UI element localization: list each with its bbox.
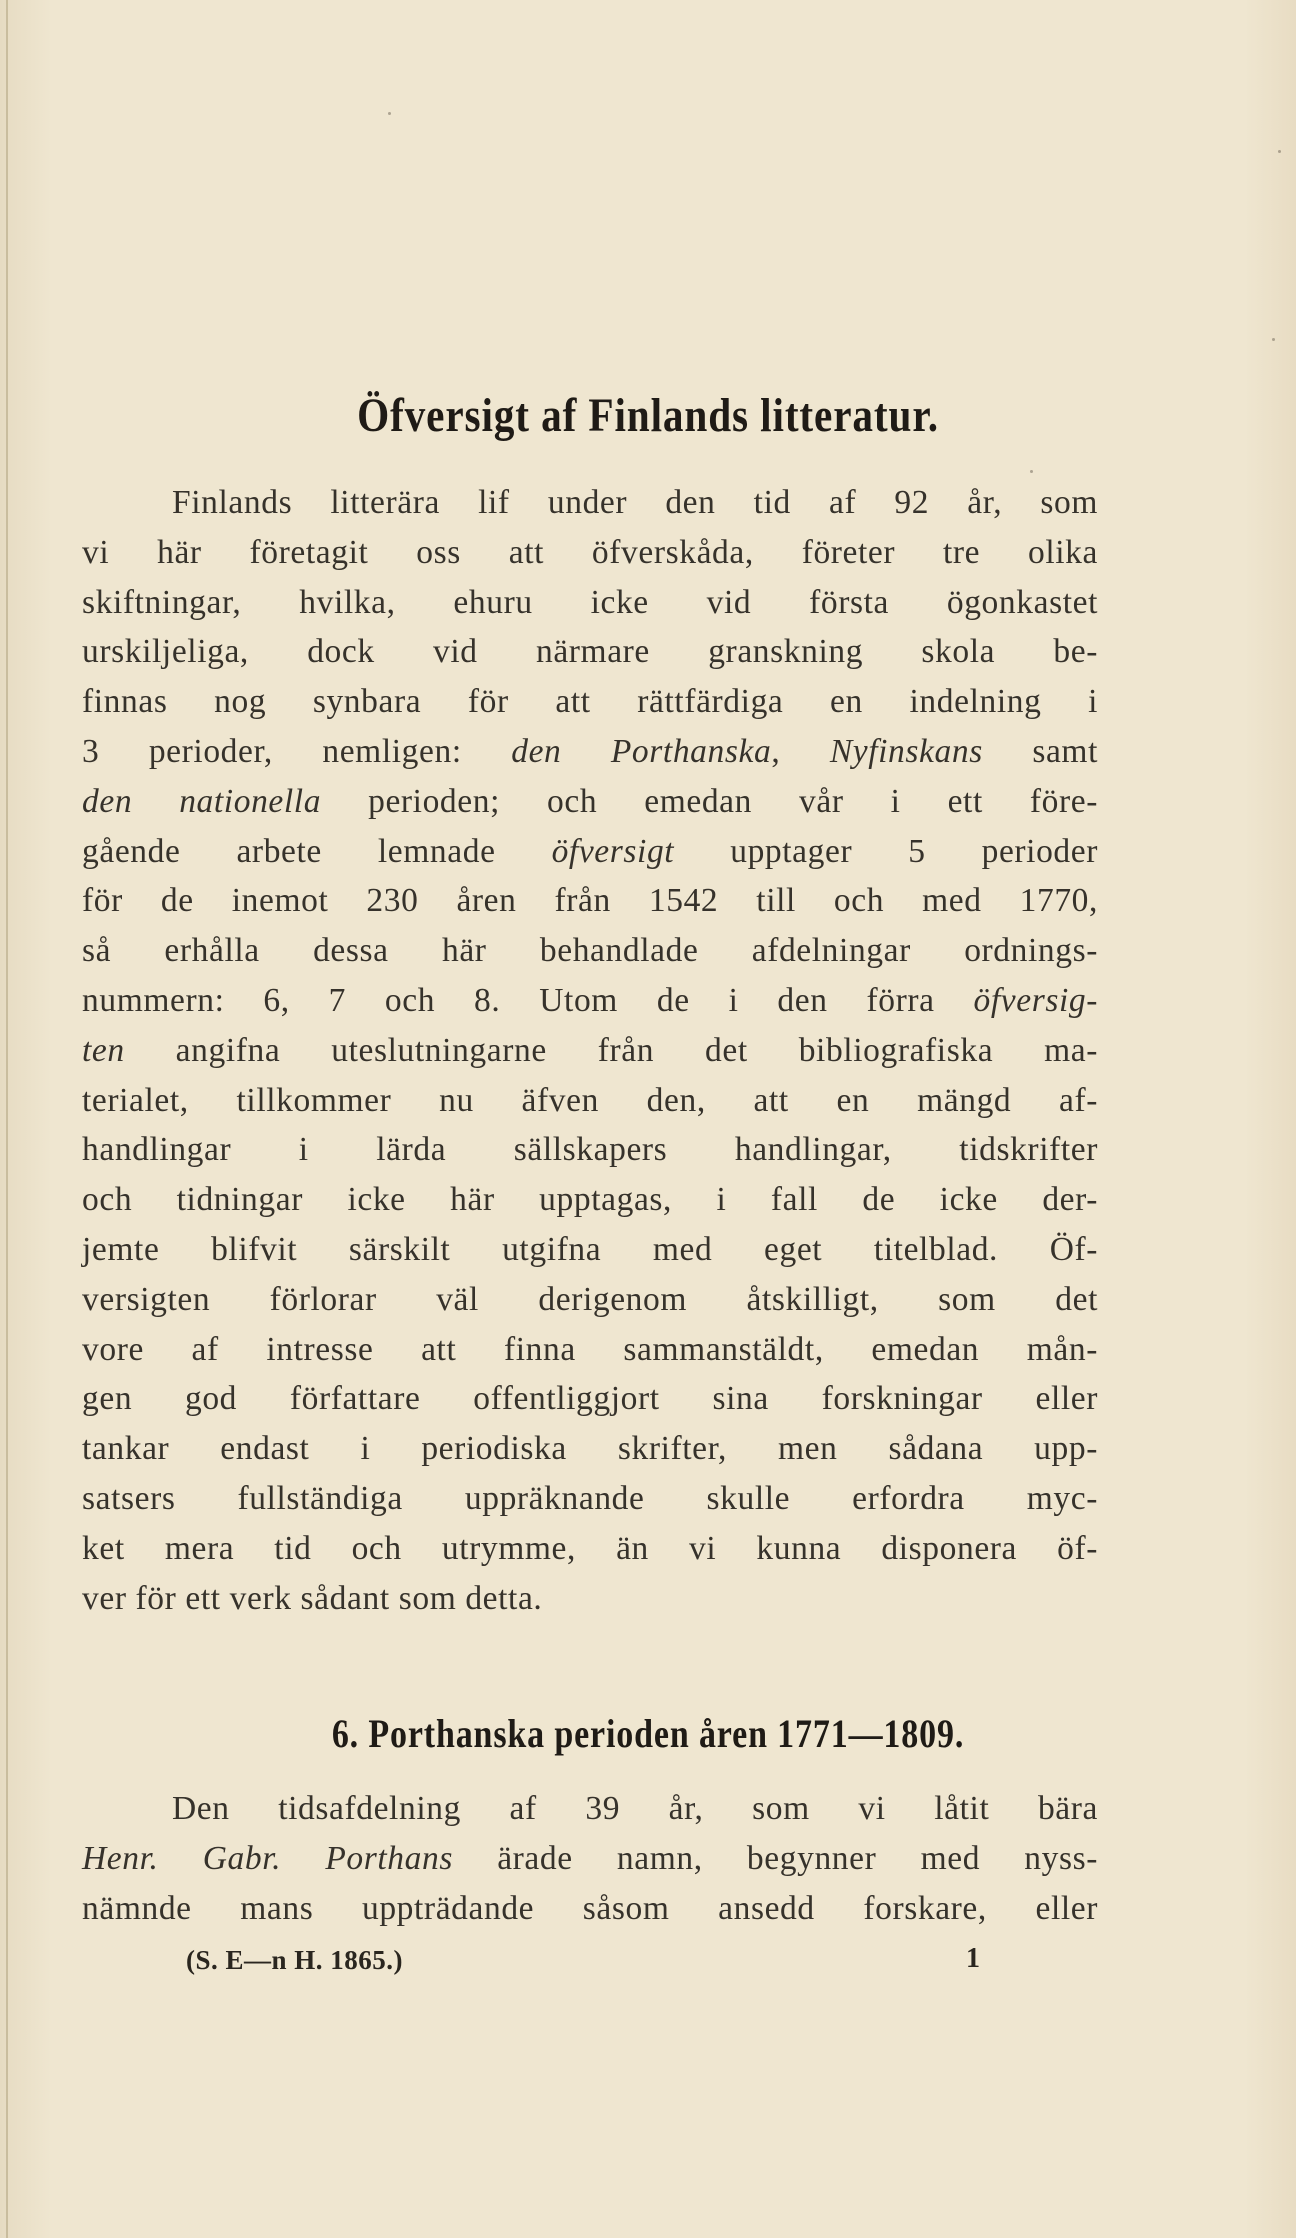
text-line: tankar endast i periodiska skrifter, men sådana upp-: [82, 1430, 1098, 1468]
italic-term: ten: [82, 1031, 125, 1069]
text-line: nämnde mans uppträdande såsom ansedd forskare, eller: [82, 1889, 1098, 1927]
text-line: satsers fullständiga uppräknande skulle erfordra myc-: [82, 1479, 1098, 1517]
text-line: handlingar i lärda sällskapers handlingar, tidskrifter: [82, 1131, 1098, 1169]
text-line: den nationella perioden; och emedan vår i ett före-: [82, 782, 1098, 820]
text-line: vi här företagit oss att öfverskåda, företer tre olika: [82, 533, 1098, 571]
text-line: terialet, tillkommer nu äfven den, att en mängd af-: [82, 1081, 1098, 1119]
section-heading: 6. Porthanska perioden åren 1771—1809.: [331, 1711, 965, 1756]
italic-term: den nationella: [82, 782, 322, 820]
text-line: gående arbete lemnade öfversigt upptager 5 perioder: [82, 832, 1098, 870]
italic-term: öfversig-: [973, 981, 1098, 1019]
text-line: Henr. Gabr. Porthans ärade namn, begynner med nyss-: [82, 1839, 1099, 1877]
text-line: finnas nog synbara för att rättfärdiga en indelning i: [82, 683, 1098, 721]
italic-term: Nyfinskans: [829, 732, 983, 770]
text-line: gen god författare offentliggjort sina forskningar eller: [82, 1380, 1098, 1418]
italic-term: Henr. Gabr. Porthans: [82, 1839, 453, 1877]
italic-term: öfversigt: [551, 832, 675, 870]
text-line: nummern: 6, 7 och 8. Utom de i den förra öfversig-: [82, 981, 1098, 1019]
text-line: skiftningar, hvilka, ehuru icke vid första ögonkastet: [82, 583, 1098, 621]
paragraph-2: [82, 1784, 1098, 1933]
paper-speck: [1278, 150, 1281, 153]
paper-speck: [388, 112, 391, 115]
text-line: Finlands litterära lif under den tid af 92 år, som: [172, 484, 1098, 521]
paper-speck: [1272, 338, 1275, 341]
text-line: för de inemot 230 åren från 1542 till och med 1770,: [82, 882, 1098, 920]
text-line: jemte blifvit särskilt utgifna med eget titelblad. Öf-: [82, 1230, 1098, 1268]
text-line: och tidningar icke här upptagas, i fall de icke der-: [82, 1181, 1098, 1219]
paragraph-1: [82, 478, 1098, 1623]
page-edge: [6, 0, 8, 2238]
text-line: versigten förlorar väl derigenom åtskilligt, som det: [82, 1280, 1098, 1318]
italic-term: den Porthanska: [511, 732, 772, 770]
text-line: ver för ett verk sådant som detta.: [82, 1579, 543, 1617]
sheet-number: 1: [966, 1943, 980, 1974]
text-line: 3 perioder, nemligen: den Porthanska, Nyfinskans samt: [82, 732, 1098, 770]
text-line: ket mera tid och utrymme, än vi kunna disponera öf-: [82, 1529, 1098, 1567]
text-line: Den tidsafdelning af 39 år, som vi låtit bära: [172, 1790, 1098, 1827]
printer-signature: (S. E—n H. 1865.): [186, 1945, 404, 1975]
page-title: Öfversigt af Finlands litteratur.: [357, 389, 939, 442]
text-line: ten angifna uteslutningarne från det bibliografiska ma-: [82, 1031, 1098, 1069]
text-line: urskiljeliga, dock vid närmare granskning skola be-: [82, 633, 1098, 671]
text-line: så erhålla dessa här behandlade afdelningar ordnings-: [82, 932, 1098, 970]
paper-speck: [1030, 470, 1033, 473]
text-line: vore af intresse att finna sammanstäldt, emedan mån-: [82, 1330, 1098, 1368]
